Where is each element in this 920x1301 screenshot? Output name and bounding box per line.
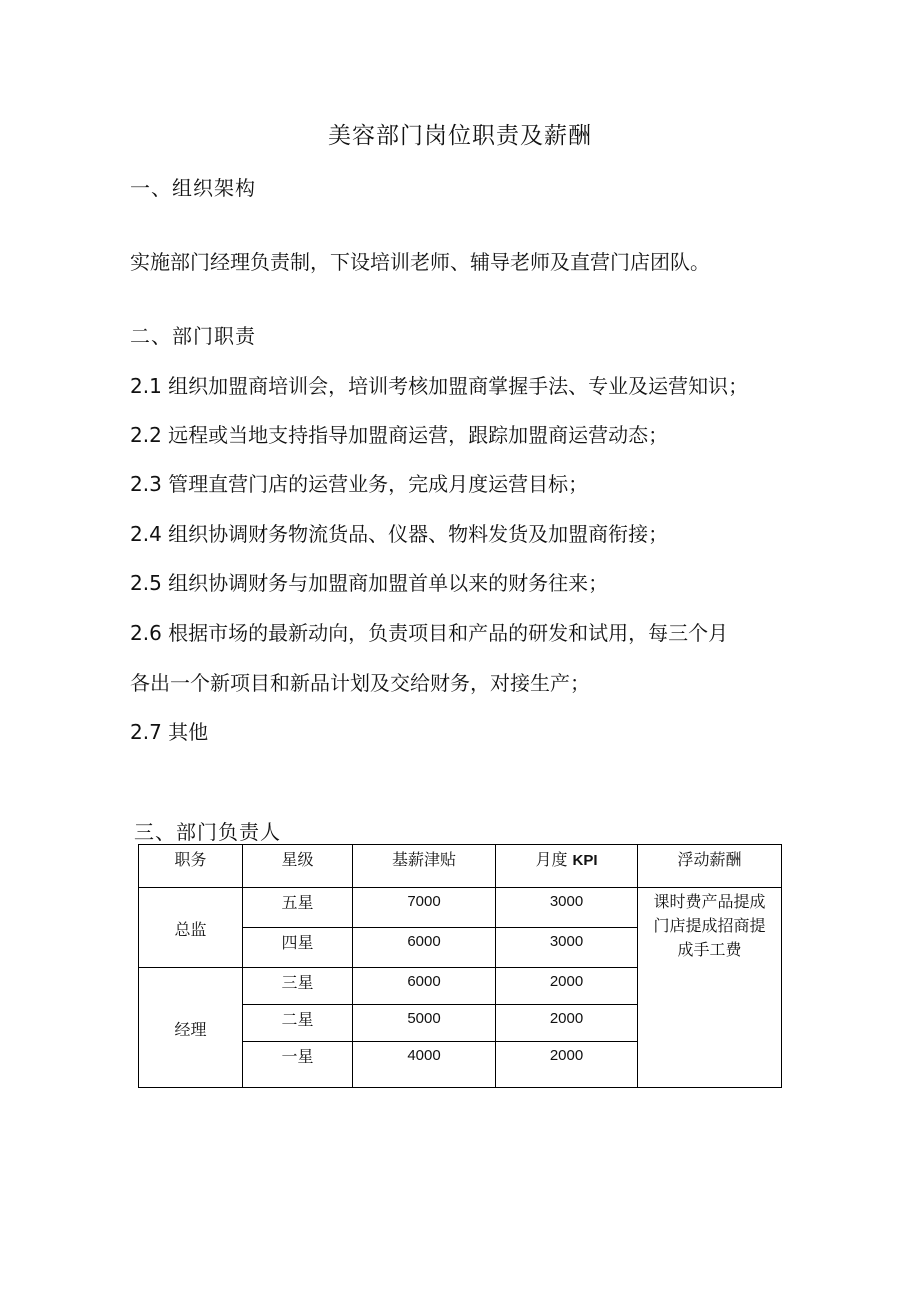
level-cell: 五星 [243, 888, 353, 928]
header-monthly-kpi [496, 845, 638, 888]
duty-number: 2.5 [130, 571, 162, 595]
page-title: 美容部门岗位职责及薪酬 [328, 123, 592, 149]
header-floating-pay: 浮动薪酬 [638, 845, 782, 888]
base-salary-cell: 6000 [353, 928, 496, 968]
duty-item-2-1 [130, 370, 748, 399]
duty-text: 根据市场的最新动向，负责项目和产品的研发和试用，每三个月 [168, 621, 729, 645]
floating-pay-line: 课时费产品提成 [653, 892, 766, 911]
kpi-cell: 2000 [496, 1042, 638, 1088]
header-level: 星级 [243, 845, 353, 888]
duty-item-2-7 [130, 716, 208, 745]
duty-item-2-3 [130, 468, 588, 497]
duty-number: 2.1 [130, 374, 162, 398]
level-cell: 一星 [243, 1042, 353, 1088]
floating-pay-line: 门店提成招商提 [653, 916, 766, 935]
table-row [139, 888, 782, 928]
role-director: 总监 [139, 888, 243, 968]
section-1-body: 实施部门经理负责制，下设培训老师、辅导老师及直营门店团队。 [130, 250, 710, 274]
kpi-cell: 3000 [496, 928, 638, 968]
level-cell: 二星 [243, 1005, 353, 1042]
duty-number: 2.3 [130, 472, 162, 496]
role-manager: 经理 [139, 968, 243, 1088]
duty-item-2-5 [130, 567, 608, 596]
duty-item-2-2 [130, 419, 668, 448]
base-salary-cell: 5000 [353, 1005, 496, 1042]
section-1-heading: 一、组织架构 [130, 176, 256, 200]
kpi-cell: 3000 [496, 888, 638, 928]
duty-text: 远程或当地支持指导加盟商运营，跟踪加盟商运营动态； [168, 423, 669, 447]
duty-number: 2.7 [130, 720, 162, 744]
duty-text: 管理直营门店的运营业务，完成月度运营目标； [168, 472, 589, 496]
duty-number: 2.2 [130, 423, 162, 447]
table-header-row [139, 845, 782, 888]
kpi-label: KPI [572, 852, 598, 869]
kpi-cell: 2000 [496, 1005, 638, 1042]
duty-text: 组织协调财务与加盟商加盟首单以来的财务往来； [168, 571, 609, 595]
duty-text: 组织协调财务物流货品、仪器、物料发货及加盟商衔接； [168, 522, 669, 546]
section-3-heading: 三、部门负责人 [134, 820, 281, 844]
level-cell: 四星 [243, 928, 353, 968]
header-base-salary: 基薪津贴 [353, 845, 496, 888]
header-role: 职务 [139, 845, 243, 888]
base-salary-cell: 7000 [353, 888, 496, 928]
duty-item-2-6-continued: 各出一个新项目和新品计划及交给财务，对接生产； [130, 671, 590, 695]
base-salary-cell: 6000 [353, 968, 496, 1005]
section-2-heading: 二、部门职责 [130, 324, 256, 348]
kpi-prefix: 月度 [535, 850, 573, 869]
duty-text: 组织加盟商培训会，培训考核加盟商掌握手法、专业及运营知识； [168, 374, 749, 398]
duty-item-2-4 [130, 518, 668, 547]
duty-item-2-6 [130, 617, 728, 646]
floating-pay-cell [638, 888, 782, 1088]
level-cell: 三星 [243, 968, 353, 1005]
duty-number: 2.4 [130, 522, 162, 546]
base-salary-cell: 4000 [353, 1042, 496, 1088]
kpi-cell: 2000 [496, 968, 638, 1005]
duty-text: 其他 [168, 720, 209, 744]
duty-number: 2.6 [130, 621, 162, 645]
salary-table [138, 844, 782, 1088]
floating-pay-line: 成手工费 [677, 940, 742, 959]
